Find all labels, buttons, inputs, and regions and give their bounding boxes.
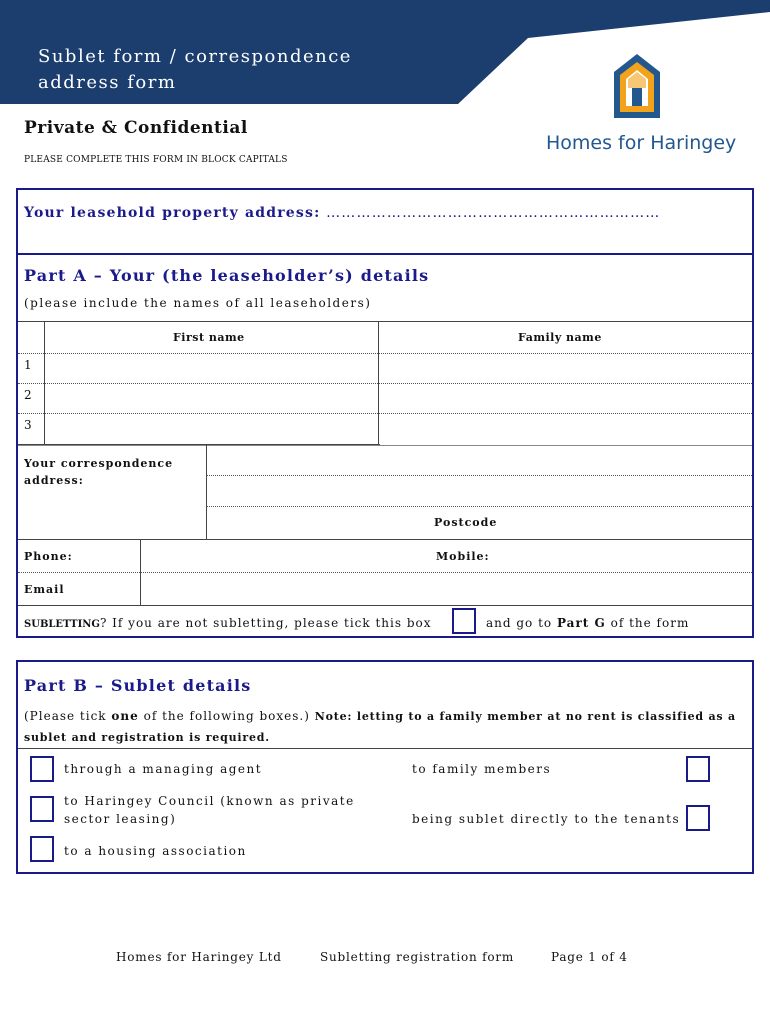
go-to-suffix: of the form [610, 616, 690, 630]
row-number-3: 3 [24, 418, 34, 432]
family-members-checkbox[interactable] [686, 756, 710, 782]
family-name-1-input[interactable] [379, 354, 751, 383]
private-confidential: Private & Confidential [24, 118, 248, 138]
not-subletting-checkbox[interactable] [452, 608, 476, 634]
correspondence-line-2-input[interactable] [207, 476, 751, 505]
house-logo-icon [612, 52, 662, 122]
housing-association-checkbox[interactable] [30, 836, 54, 862]
instr-one: one [111, 709, 139, 723]
first-name-2-input[interactable] [45, 384, 377, 413]
footer-form-name: Subletting registration form [320, 950, 515, 964]
subletting-text: ? If you are not subletting, please tick this box [99, 616, 432, 630]
haringey-council-label-1: to Haringey Council (known as private [64, 794, 355, 808]
part-b-instructions [24, 706, 746, 748]
property-address-label: Your leasehold property address: [24, 205, 321, 221]
first-name-3-input[interactable] [45, 414, 377, 444]
block-capitals-note: PLEASE COMPLETE THIS FORM IN BLOCK CAPITALS [24, 155, 288, 165]
direct-tenants-checkbox[interactable] [686, 805, 710, 831]
part-a-title: Part A – Your (the leaseholder’s) details [24, 266, 430, 285]
footer-company: Homes for Haringey Ltd [116, 950, 282, 964]
correspondence-line-1-input[interactable] [207, 446, 751, 475]
part-b-section [16, 660, 754, 874]
instr-middle: of the following boxes.) [143, 709, 310, 723]
correspondence-address-label: Your correspondence address: [24, 457, 174, 487]
housing-association-label: to a housing association [64, 844, 247, 858]
subletting-question [24, 616, 432, 630]
direct-tenants-label: being sublet directly to the tenants [412, 812, 681, 826]
family-members-label: to family members [412, 762, 552, 776]
part-b-title: Part B – Sublet details [24, 676, 252, 695]
subletting-strong: SUBLETTING [24, 619, 100, 630]
family-name-3-input[interactable] [379, 414, 751, 444]
row-number-2: 2 [24, 388, 34, 402]
instr-note: Note: letting to a family member at no rent is classified as a sublet and registration is required. [24, 710, 736, 744]
first-name-header: First name [173, 331, 245, 344]
brand-logo [540, 52, 740, 162]
email-input[interactable] [141, 573, 751, 604]
go-to-part: Part G [556, 616, 606, 630]
managing-agent-label: through a managing agent [64, 762, 263, 776]
family-name-header: Family name [518, 331, 602, 344]
family-name-2-input[interactable] [379, 384, 751, 413]
haringey-council-checkbox[interactable] [30, 796, 54, 822]
first-name-1-input[interactable] [45, 354, 377, 383]
brand-name: Homes for Haringey [546, 132, 737, 154]
part-a-section [16, 188, 754, 638]
part-a-subtitle: (please include the names of all leaseholders) [24, 296, 372, 310]
managing-agent-checkbox[interactable] [30, 756, 54, 782]
postcode-input[interactable] [508, 507, 751, 538]
property-address-field[interactable] [24, 205, 661, 221]
email-label: Email [24, 583, 65, 596]
haringey-council-label-2: sector leasing) [64, 812, 177, 826]
instr-prefix: (Please tick [24, 709, 107, 723]
row-number-1: 1 [24, 358, 34, 372]
go-to-prefix: and go to [486, 616, 553, 630]
footer-page-number: Page 1 of 4 [551, 950, 628, 964]
mobile-label: Mobile: [436, 550, 490, 563]
phone-label: Phone: [24, 550, 73, 563]
phone-input[interactable] [141, 540, 431, 571]
property-address-dots: ………………………………………………………… [326, 205, 661, 221]
go-to-part-g [486, 616, 689, 630]
postcode-label: Postcode [434, 516, 498, 529]
mobile-input[interactable] [498, 540, 751, 571]
form-title: Sublet form / correspondence address form [38, 46, 352, 93]
